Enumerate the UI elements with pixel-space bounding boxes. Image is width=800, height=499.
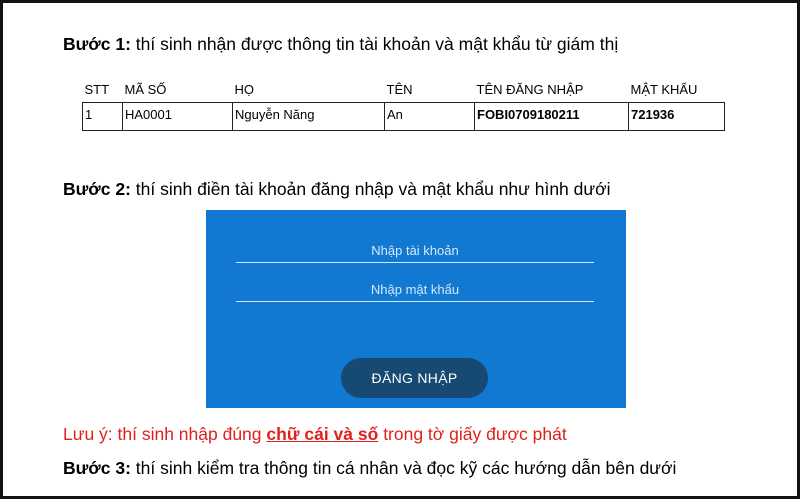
password-input[interactable]: Nhập mật khẩu bbox=[236, 281, 594, 302]
note-suffix: trong tờ giấy được phát bbox=[383, 424, 567, 444]
step-1-text: thí sinh nhận được thông tin tài khoản và mật khẩu từ giám thị bbox=[135, 34, 619, 54]
note-prefix: Lưu ý: thí sinh nhập đúng bbox=[63, 424, 262, 444]
login-button[interactable]: ĐĂNG NHẬP bbox=[341, 358, 488, 398]
step-1-instruction bbox=[63, 34, 618, 55]
cell-ma-so: HA0001 bbox=[123, 103, 233, 131]
header-stt: STT bbox=[84, 81, 110, 97]
step-3-label: Bước 3: bbox=[63, 458, 131, 478]
cell-stt: 1 bbox=[83, 103, 123, 131]
note-warning bbox=[63, 424, 567, 445]
username-input[interactable]: Nhập tài khoản bbox=[236, 242, 594, 263]
cell-ho: Nguyễn Năng bbox=[233, 103, 385, 131]
header-ma-so: MÃ SỐ bbox=[124, 81, 167, 97]
step-3-instruction bbox=[63, 458, 676, 479]
note-highlight: chữ cái và số bbox=[266, 424, 379, 444]
table-row bbox=[83, 103, 725, 131]
login-panel bbox=[206, 210, 626, 408]
step-3-text: thí sinh kiểm tra thông tin cá nhân và đọc kỹ các hướng dẫn bên dưới bbox=[135, 458, 677, 478]
cell-ten: An bbox=[385, 103, 475, 131]
account-table bbox=[82, 76, 725, 131]
step-1-label: Bước 1: bbox=[63, 34, 131, 54]
cell-ten-dang-nhap: FOBI0709180211 bbox=[475, 103, 629, 131]
step-2-text: thí sinh điền tài khoản đăng nhập và mật khẩu như hình dưới bbox=[135, 179, 611, 199]
step-2-label: Bước 2: bbox=[63, 179, 131, 199]
header-ho: HỌ bbox=[234, 81, 254, 97]
header-ten: TÊN bbox=[386, 81, 413, 97]
header-ten-dang-nhap: TÊN ĐĂNG NHẬP bbox=[476, 81, 584, 97]
header-mat-khau: MẬT KHẨU bbox=[630, 81, 698, 97]
table-header-row bbox=[83, 76, 725, 103]
cell-mat-khau: 721936 bbox=[629, 103, 725, 131]
step-2-instruction bbox=[63, 179, 610, 200]
